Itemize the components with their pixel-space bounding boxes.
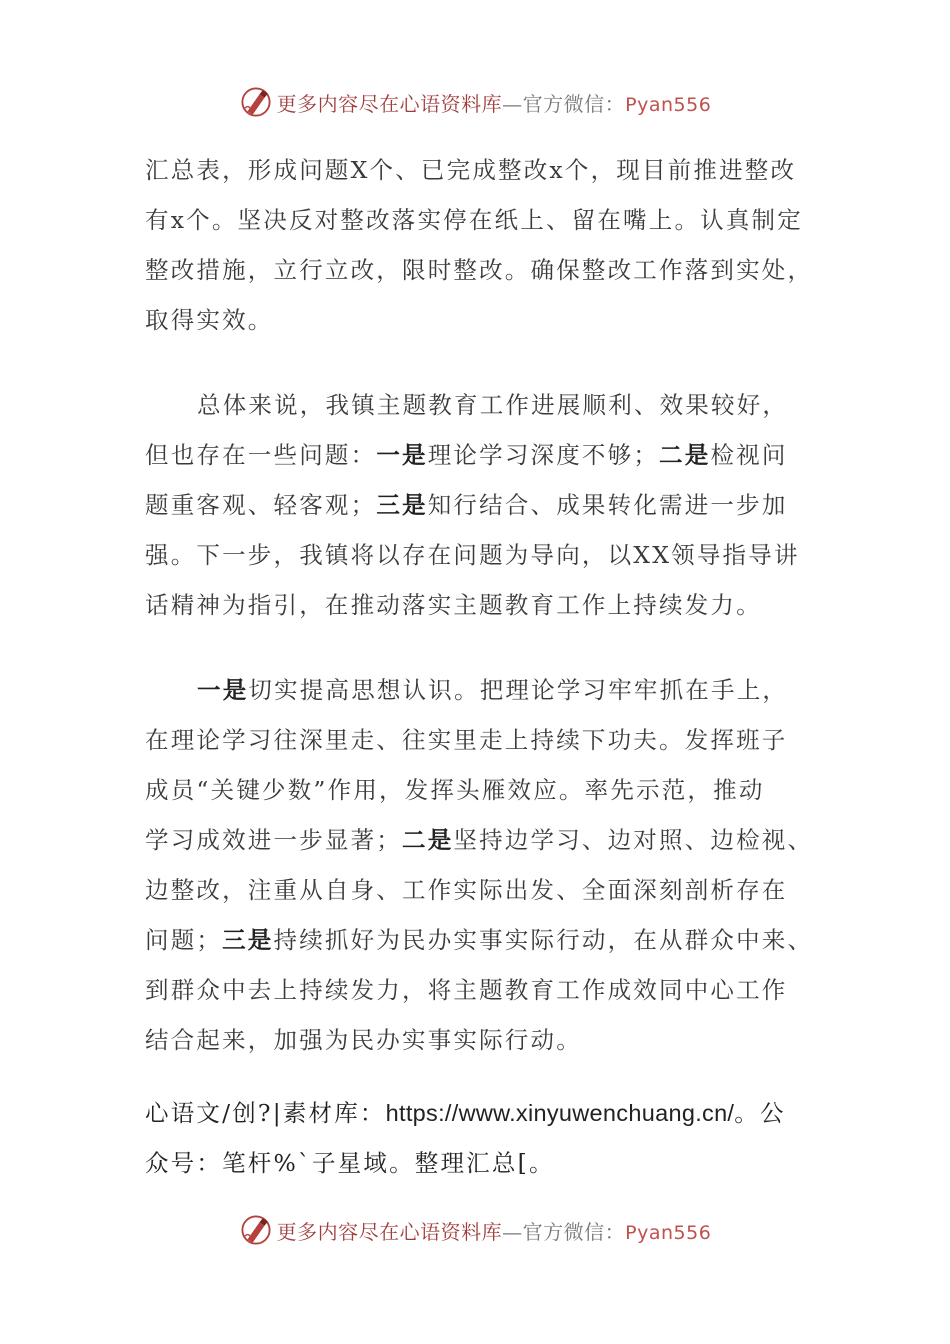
p1-line-1: 汇总表，形成问题X个、已完成整改x个，现目前推进整改 — [145, 156, 797, 184]
footer-banner-sub: —官方微信： — [502, 1219, 626, 1244]
p3-line-7: 到群众中去上持续发力，将主题教育工作成效同中心工作 — [145, 976, 788, 1004]
p3-bold-marker: 三是 — [222, 926, 274, 954]
p2-text: 题重客观、轻客观； — [145, 491, 377, 519]
header-banner-id: Pyan556 — [625, 93, 712, 116]
paragraph-2 — [145, 380, 810, 630]
header-banner-main: 更多内容尽在心语资料库 — [276, 91, 503, 116]
p4-text: 。公 — [734, 1099, 786, 1127]
p3-line-4 — [145, 815, 814, 865]
p3-text: 切实提高思想认识。把理论学习牢牢抓在手上， — [248, 676, 789, 704]
p2-bold-marker: 二是 — [659, 441, 711, 469]
pen-nib-circle-icon — [239, 85, 273, 119]
source-url-link[interactable]: https://www.xinyuwenchuang.cn/ — [385, 1100, 735, 1126]
p3-text: 持续抓好为民办实事实际行动，在从群众中来、 — [273, 926, 814, 954]
p3-line-2: 在理论学习往深里走、往实里走上持续下功夫。发挥班子 — [145, 726, 788, 754]
p1-line-4: 取得实效。 — [145, 306, 274, 334]
p3-bold-marker: 一是 — [197, 676, 249, 704]
paragraph-3 — [145, 665, 814, 1065]
p2-line-2 — [145, 430, 810, 480]
p2-text: 但也存在一些问题： — [145, 441, 377, 469]
p2-line-5: 话精神为指引，在推动落实主题教育工作上持续发力。 — [145, 591, 762, 619]
p2-line-4: 强。下一步，我镇将以存在问题为导向，以XX领导指导讲 — [145, 541, 800, 569]
p3-text: 坚持边学习、边对照、边检视、 — [453, 826, 814, 854]
p3-line-5: 边整改，注重从自身、工作实际出发、全面深刻剖析存在 — [145, 876, 788, 904]
p3-line-3: 成员“关键少数”作用，发挥头雁效应。率先示范，推动 — [145, 776, 765, 804]
p3-line-6 — [145, 915, 814, 965]
header-banner-sub: —官方微信： — [502, 91, 626, 116]
footer-banner-id: Pyan556 — [625, 1221, 712, 1244]
p3-text: 学习成效进一步显著； — [145, 826, 402, 854]
footer-banner — [0, 1210, 950, 1250]
pen-nib-circle-icon — [239, 1213, 273, 1247]
footer-banner-main: 更多内容尽在心语资料库 — [276, 1219, 503, 1244]
header-banner-text — [277, 88, 712, 117]
paragraph-1 — [145, 145, 814, 345]
header-banner — [0, 82, 950, 122]
p1-line-3: 整改措施，立行立改，限时整改。确保整改工作落到实处， — [145, 256, 814, 284]
footer-banner-text — [277, 1216, 712, 1245]
p3-bold-marker: 二是 — [402, 826, 454, 854]
paragraph-4 — [145, 1088, 810, 1188]
p2-text: 知行结合、成果转化需进一步加 — [427, 491, 788, 519]
p2-line-3 — [145, 480, 810, 530]
p4-line-1 — [145, 1088, 810, 1138]
p3-line-8: 结合起来，加强为民办实事实际行动。 — [145, 1026, 582, 1054]
p2-text: 检视问 — [710, 441, 788, 469]
p4-line-2: 众号：笔杆%`子星域。整理汇总[。 — [145, 1149, 555, 1177]
p2-line-1: 总体来说，我镇主题教育工作进展顺利、效果较好， — [197, 391, 789, 419]
p2-bold-marker: 三是 — [376, 491, 428, 519]
p2-text: 理论学习深度不够； — [427, 441, 660, 469]
p3-text: 问题； — [145, 926, 223, 954]
p4-text: 心语文/创?|素材库： — [145, 1099, 386, 1127]
p2-bold-marker: 一是 — [376, 441, 428, 469]
p3-line-1 — [145, 665, 810, 715]
p1-line-2: 有x个。坚决反对整改落实停在纸上、留在嘴上。认真制定 — [145, 206, 803, 234]
